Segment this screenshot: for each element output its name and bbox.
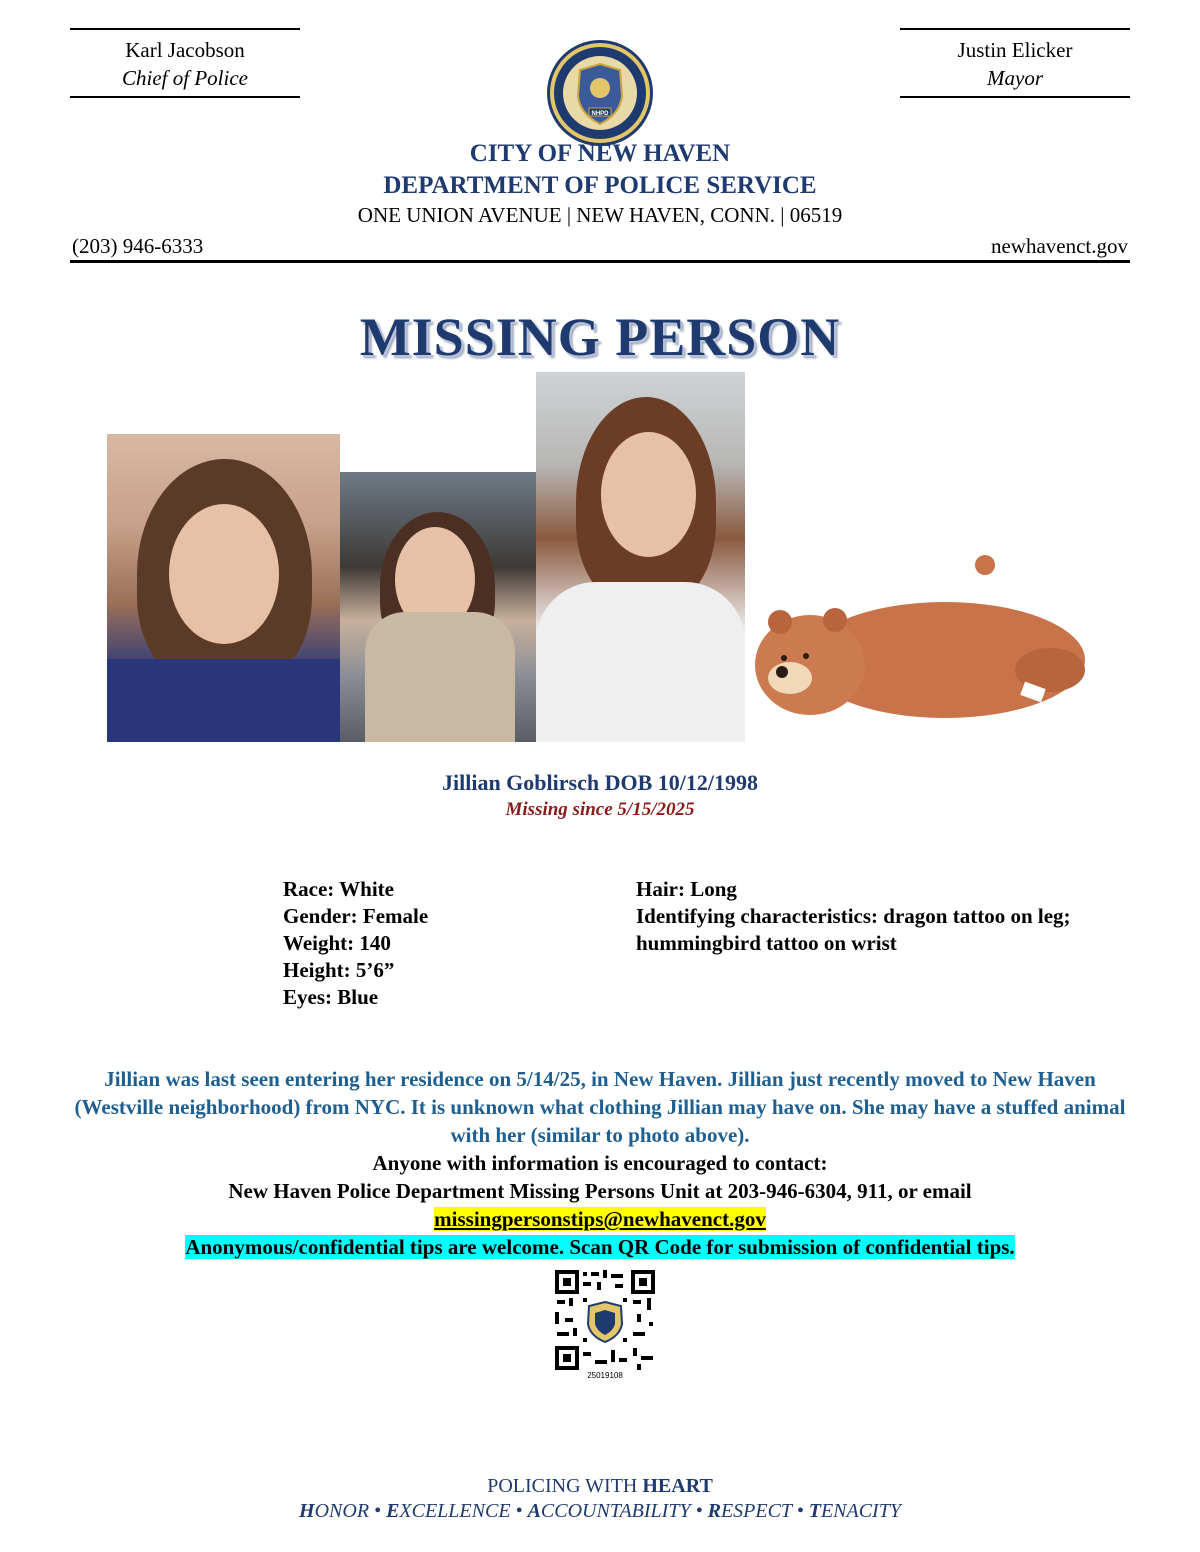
value-honor-initial: H [299, 1500, 315, 1522]
value-separator: • [690, 1500, 708, 1522]
value-respect-initial: R [707, 1500, 721, 1522]
chief-title: Chief of Police [122, 66, 248, 90]
contact-unit: New Haven Police Department Missing Persons Unit at 203-946-6304, 911, or email [228, 1179, 972, 1203]
detail-identifying-characteristics: Identifying characteristics: dragon tattoo on leg; hummingbird tattoo on wrist [636, 904, 1071, 955]
value-separator: • [510, 1500, 528, 1522]
stuffed-bear-photo [750, 550, 1095, 730]
detail-weight: Weight: 140 [283, 931, 391, 955]
detail-race: Race: White [283, 877, 394, 901]
anonymous-tips-text: Anonymous/confidential tips are welcome. Scan QR Code for submission of confidential tips. [185, 1235, 1015, 1259]
mayor-block [900, 28, 1130, 98]
value-separator: • [791, 1500, 809, 1522]
motto-emphasis: HEART [642, 1475, 713, 1497]
details-right-column [636, 876, 1156, 957]
badge-label: NHPD [591, 111, 609, 117]
police-badge-icon [545, 38, 655, 148]
value-tenacity-initial: T [808, 1500, 821, 1522]
detail-hair: Hair: Long [636, 877, 737, 901]
portrait-photo-3 [536, 372, 745, 742]
department-name: DEPARTMENT OF POLICE SERVICE [383, 172, 817, 199]
value-excellence-rest: XCELLENCE [399, 1500, 511, 1522]
value-accountability-rest: CCOUNTABILITY [540, 1500, 691, 1522]
contact-email-line [60, 1205, 1140, 1233]
footer-motto [0, 1475, 1200, 1498]
portrait-photo-2 [340, 472, 536, 742]
chief-of-police-block [70, 28, 300, 98]
qr-code-icon[interactable] [553, 1268, 657, 1372]
narrative-text: Jillian was last seen entering her residence on 5/14/25, in New Haven. Jillian just recently moved to New Haven (Westville neighborhood) from NYC. It is unknown what clothing Jillian may have on. She may have a stuffed animal with her (similar to photo above). [74, 1067, 1126, 1147]
anonymous-tips-line [60, 1233, 1140, 1261]
details-left-column [283, 876, 428, 1011]
value-respect-rest: ESPECT [720, 1500, 792, 1522]
city-name: CITY OF NEW HAVEN [469, 140, 731, 167]
department-phone: (203) 946-6333 [72, 234, 204, 258]
footer-values [0, 1500, 1200, 1523]
page-title: MISSING PERSON [359, 307, 841, 367]
header-divider [70, 260, 1130, 263]
motto-prefix: POLICING WITH [487, 1475, 643, 1497]
department-website: newhavenct.gov [990, 234, 1128, 258]
person-name-dob: Jillian Goblirsch DOB 10/12/1998 [442, 770, 758, 795]
contact-intro: Anyone with information is encouraged to contact: [372, 1151, 828, 1175]
portrait-photo-1 [107, 434, 340, 742]
qr-code-number: 25019108 [587, 1371, 623, 1380]
mayor-name: Justin Elicker [957, 38, 1073, 62]
value-accountability-initial: A [527, 1500, 541, 1522]
value-tenacity-rest: ENACITY [820, 1500, 901, 1522]
value-honor-rest: ONOR [314, 1500, 370, 1522]
department-address: ONE UNION AVENUE | NEW HAVEN, CONN. | 06519 [357, 203, 843, 227]
chief-name: Karl Jacobson [125, 38, 245, 62]
detail-height: Height: 5’6” [283, 958, 395, 982]
detail-gender: Gender: Female [283, 904, 429, 928]
missing-since: Missing since 5/15/2025 [505, 799, 695, 820]
value-separator: • [369, 1500, 387, 1522]
mayor-title: Mayor [987, 66, 1043, 90]
contact-email-link[interactable]: missingpersonstips@newhavenct.gov [434, 1207, 766, 1231]
value-excellence-initial: E [386, 1500, 400, 1522]
detail-eyes: Eyes: Blue [283, 985, 379, 1009]
